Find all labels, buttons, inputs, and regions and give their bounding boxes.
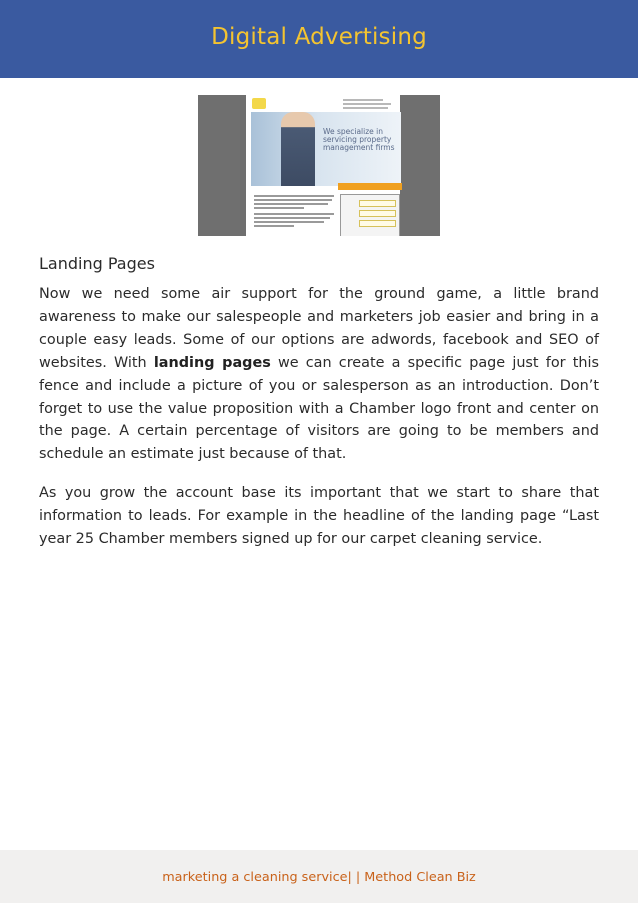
screenshot-page <box>246 95 400 236</box>
screenshot-contact-form <box>340 194 400 236</box>
screenshot-text-line <box>254 225 294 227</box>
paragraph-text: we can create a specific page just for this fence and include a picture of you or salesperson as an introduction. Don’t forget to use the value proposition with a Chamber logo front and center on the page. A certain percentage of visitors are going to be members and schedule an estimate just because of that. <box>39 354 599 463</box>
screenshot-cta-bar <box>338 183 402 190</box>
screenshot-text-line <box>254 207 304 209</box>
screenshot-logo-icon <box>252 98 266 109</box>
screenshot-form-field <box>359 200 396 207</box>
bold-term: landing pages <box>153 354 271 371</box>
landing-page-screenshot <box>198 95 440 236</box>
header-title: Digital Advertising <box>211 24 427 50</box>
paragraph-text: Now we need some air support for the ground game, a little brand awareness to make our salespeople and marketers job easier and bring in a couple easy leads. Some of our options are adwords, facebook and SEO of websites. With <box>39 286 599 371</box>
screenshot-header-line <box>343 103 391 105</box>
footer-text: marketing a cleaning service| | Method Clean Biz <box>162 870 476 885</box>
screenshot-hero-text: We specialize in servicing property management firms <box>323 127 395 152</box>
screenshot-header-line <box>343 107 388 109</box>
screenshot-person-photo <box>281 112 315 186</box>
screenshot-text-line <box>254 199 332 201</box>
screenshot-form-field <box>359 220 396 227</box>
screenshot-form-field <box>359 210 396 217</box>
screenshot-text-line <box>254 213 334 215</box>
screenshot-hero-banner <box>251 112 401 186</box>
screenshot-text-line <box>254 217 330 219</box>
paragraph-landing-pages <box>39 283 599 466</box>
screenshot-text-line <box>254 195 334 197</box>
section-heading: Landing Pages <box>39 254 155 273</box>
paragraph-account-base: As you grow the account base its important that we start to share that information to leads. For example in the headline of the landing page “Last year 25 Chamber members signed up for our carpet cleaning service. <box>39 485 599 547</box>
screenshot-text-line <box>254 221 324 223</box>
screenshot-text-line <box>254 203 328 205</box>
screenshot-header-line <box>343 99 383 101</box>
